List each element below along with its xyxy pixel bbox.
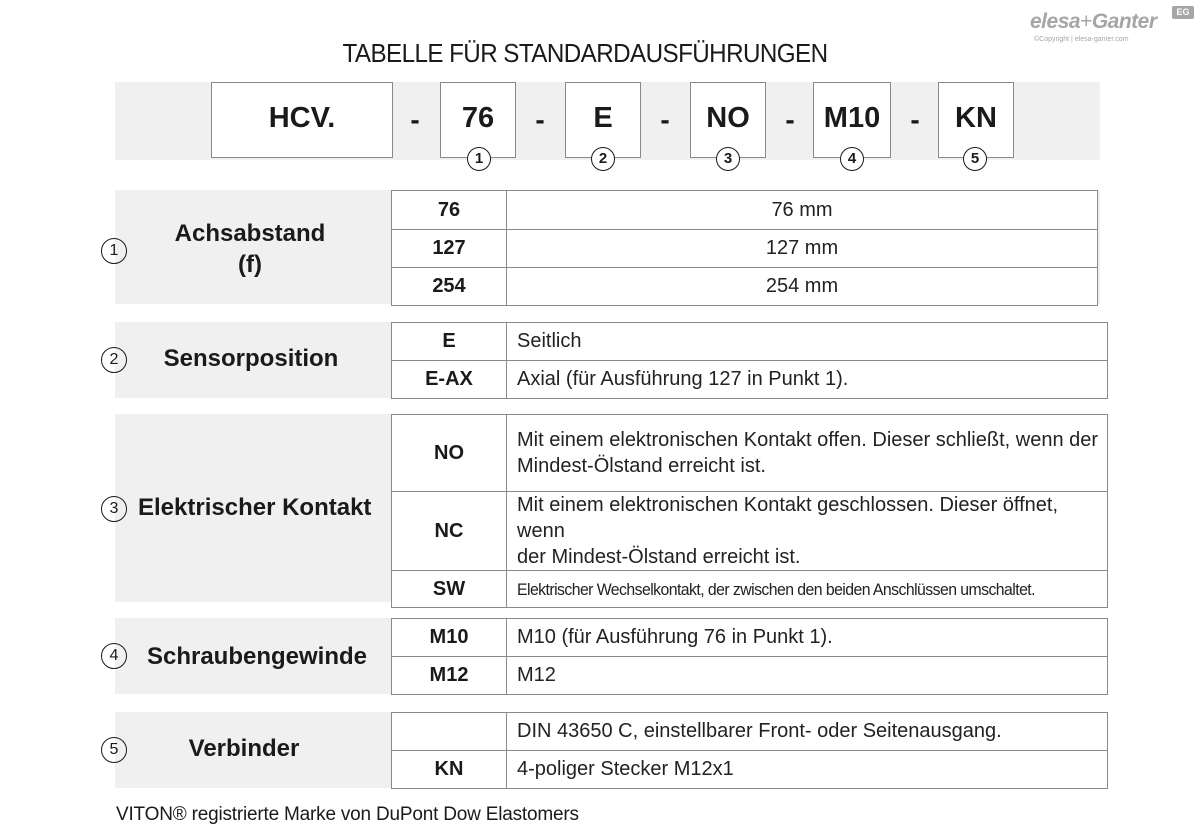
footnote: VITON® registrierte Marke von DuPont Dow Elastomers bbox=[116, 804, 579, 825]
page-title: TABELLE FÜR STANDARDAUSFÜHRUNGEN bbox=[342, 38, 828, 68]
table-row bbox=[392, 657, 1108, 695]
option-code: NO bbox=[392, 415, 507, 492]
code-separator: - bbox=[535, 104, 545, 135]
option-code: 76 bbox=[392, 191, 507, 230]
code-separator: - bbox=[660, 104, 670, 135]
option-desc: DIN 43650 C, einstellbarer Front- oder Seitenausgang. bbox=[507, 713, 1108, 751]
section-marker-2: 2 bbox=[101, 347, 127, 373]
option-code: M10 bbox=[392, 619, 507, 657]
logo-badge: EG bbox=[1172, 6, 1194, 19]
code-marker-1: 1 bbox=[467, 147, 491, 171]
option-code: E bbox=[392, 323, 507, 361]
code-part-1: 76 bbox=[440, 82, 516, 158]
option-desc: 127 mm bbox=[507, 230, 1098, 268]
option-code: E-AX bbox=[392, 361, 507, 399]
logo-wordmark: elesa+Ganter bbox=[1030, 10, 1157, 33]
code-marker-3: 3 bbox=[716, 147, 740, 171]
table-row bbox=[392, 415, 1108, 492]
option-code bbox=[392, 713, 507, 751]
table-sensorposition bbox=[391, 322, 1108, 399]
option-desc: 254 mm bbox=[507, 268, 1098, 306]
section-label-achsabstand: Achsabstand (f) bbox=[174, 220, 326, 278]
option-code: SW bbox=[392, 571, 507, 608]
table-row bbox=[392, 361, 1108, 399]
option-desc: Seitlich bbox=[507, 323, 1108, 361]
table-row bbox=[392, 619, 1108, 657]
table-row bbox=[392, 268, 1098, 306]
section-marker-1: 1 bbox=[101, 238, 127, 264]
logo-copyright: ©Copyright | elesa-ganter.com bbox=[1034, 36, 1129, 43]
table-row bbox=[392, 230, 1098, 268]
table-achsabstand bbox=[391, 190, 1098, 306]
table-elektrischer-kontakt bbox=[391, 414, 1108, 608]
table-verbinder bbox=[391, 712, 1108, 789]
code-marker-2: 2 bbox=[591, 147, 615, 171]
option-desc: M10 (für Ausführung 76 in Punkt 1). bbox=[507, 619, 1108, 657]
section-marker-5: 5 bbox=[101, 737, 127, 763]
option-desc: Mit einem elektronischen Kontakt geschlossen. Dieser öffnet, wenn der Mindest-Ölstand erreicht ist. bbox=[507, 492, 1108, 571]
option-code: KN bbox=[392, 751, 507, 789]
code-marker-5: 5 bbox=[963, 147, 987, 171]
code-part-series: HCV. bbox=[211, 82, 393, 158]
section-label-schraubengewinde: Schraubengewinde bbox=[146, 643, 368, 670]
option-code: NC bbox=[392, 492, 507, 571]
table-row bbox=[392, 492, 1108, 571]
option-desc: Axial (für Ausführung 127 in Punkt 1). bbox=[507, 361, 1108, 399]
option-code: M12 bbox=[392, 657, 507, 695]
code-part-2: E bbox=[565, 82, 641, 158]
table-row bbox=[392, 713, 1108, 751]
code-separator: - bbox=[410, 104, 420, 135]
code-part-4: M10 bbox=[813, 82, 891, 158]
table-row bbox=[392, 191, 1098, 230]
section-label-elektrischer-kontakt: Elektrischer Kontakt bbox=[138, 494, 372, 521]
code-part-3: NO bbox=[690, 82, 766, 158]
option-desc: M12 bbox=[507, 657, 1108, 695]
section-label-sensorposition: Sensorposition bbox=[163, 345, 339, 372]
code-part-5: KN bbox=[938, 82, 1014, 158]
table-schraubengewinde bbox=[391, 618, 1108, 695]
code-separator: - bbox=[910, 104, 920, 135]
section-marker-4: 4 bbox=[101, 643, 127, 669]
code-marker-4: 4 bbox=[840, 147, 864, 171]
table-row bbox=[392, 751, 1108, 789]
section-label-verbinder: Verbinder bbox=[188, 735, 300, 762]
option-desc: 76 mm bbox=[507, 191, 1098, 230]
option-code: 127 bbox=[392, 230, 507, 268]
option-desc: Mit einem elektronischen Kontakt offen. Dieser schließt, wenn der Mindest-Ölstand erreicht ist. bbox=[507, 415, 1108, 492]
table-row bbox=[392, 323, 1108, 361]
option-desc: 4-poliger Stecker M12x1 bbox=[507, 751, 1108, 789]
code-separator: - bbox=[785, 104, 795, 135]
option-desc: Elektrischer Wechselkontakt, der zwischen den beiden Anschlüssen umschaltet. bbox=[507, 571, 1108, 608]
option-code: 254 bbox=[392, 268, 507, 306]
table-row bbox=[392, 571, 1108, 608]
section-marker-3: 3 bbox=[101, 496, 127, 522]
